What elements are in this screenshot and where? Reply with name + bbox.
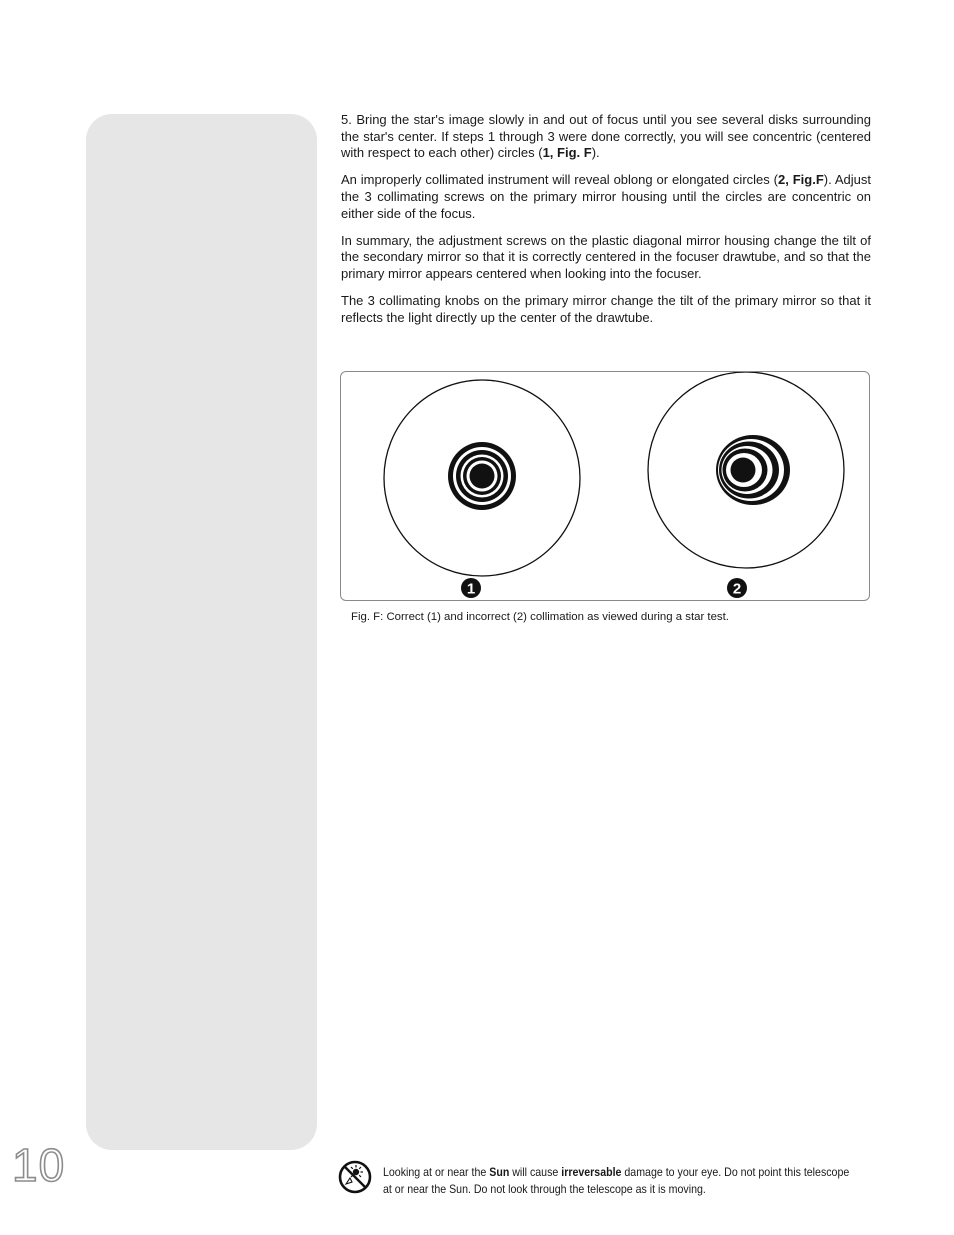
sidebar-panel bbox=[86, 114, 317, 1150]
warning-sun: Sun bbox=[489, 1165, 510, 1179]
figure-label-2-text: 2 bbox=[732, 580, 742, 598]
paragraph-2-bold-ref: 2, Fig.F bbox=[777, 172, 824, 188]
paragraph-4-text: The 3 collimating knobs on the primary mirror change the tilt of the primary mirror so that it reflects the light directly up the center of the drawtube. bbox=[341, 293, 871, 325]
warning-part-5: damage to your eye. Do not point this telescope at or near the Sun. Do not look through the telescope as it is moving. bbox=[383, 1165, 850, 1196]
figure-caption: Fig. F: Correct (1) and incorrect (2) collimation as viewed during a star test. bbox=[351, 611, 729, 623]
warning-irreversable: irreversable bbox=[561, 1165, 622, 1179]
paragraph-1-part-3: ). bbox=[591, 145, 600, 161]
paragraph-2 bbox=[341, 172, 871, 222]
paragraph-4 bbox=[341, 293, 871, 326]
ring-2-core bbox=[731, 458, 756, 483]
paragraph-3-text: In summary, the adjustment screws on the plastic diagonal mirror housing change the tilt of the secondary mirror so that it is correctly centered in the focuser drawtube, and so that the primary mirror appears centered when looking into the focuser. bbox=[341, 232, 871, 281]
paragraph-2-part-3: ). Adjust the 3 collimating screws on the primary mirror housing until the circles are concentric on either side of the focus. bbox=[341, 172, 872, 221]
page-number: 10 bbox=[12, 1139, 66, 1191]
figure-label-1 bbox=[461, 578, 481, 598]
correct-collimation-diagram bbox=[384, 380, 580, 576]
figure-f-illustration bbox=[341, 372, 871, 602]
sun-warning bbox=[338, 1159, 858, 1199]
paragraph-1-part-1: 5. Bring the star's image slowly in and out of focus until you see several disks surrounding the star's center. If steps 1 through 3 were done correctly, you will see concentric (centered with respect to each other) circles ( bbox=[341, 112, 871, 161]
warning-text bbox=[383, 1164, 858, 1197]
figure-label-2 bbox=[727, 578, 747, 598]
warning-part-3: will cause bbox=[509, 1165, 562, 1179]
figure-f bbox=[340, 371, 870, 601]
incorrect-collimation-diagram bbox=[648, 372, 844, 568]
ring-1-core bbox=[470, 464, 495, 489]
body-text bbox=[341, 112, 871, 337]
paragraph-2-part-1: An improperly collimated instrument will reveal oblong or elongated circles ( bbox=[341, 172, 778, 188]
paragraph-1-bold-ref: 1, Fig. F bbox=[542, 145, 592, 161]
no-sun-icon bbox=[338, 1160, 372, 1194]
figure-label-1-text: 1 bbox=[466, 580, 476, 598]
paragraph-1 bbox=[341, 112, 871, 162]
warning-part-1: Looking at or near the bbox=[383, 1165, 490, 1179]
paragraph-3 bbox=[341, 233, 871, 283]
